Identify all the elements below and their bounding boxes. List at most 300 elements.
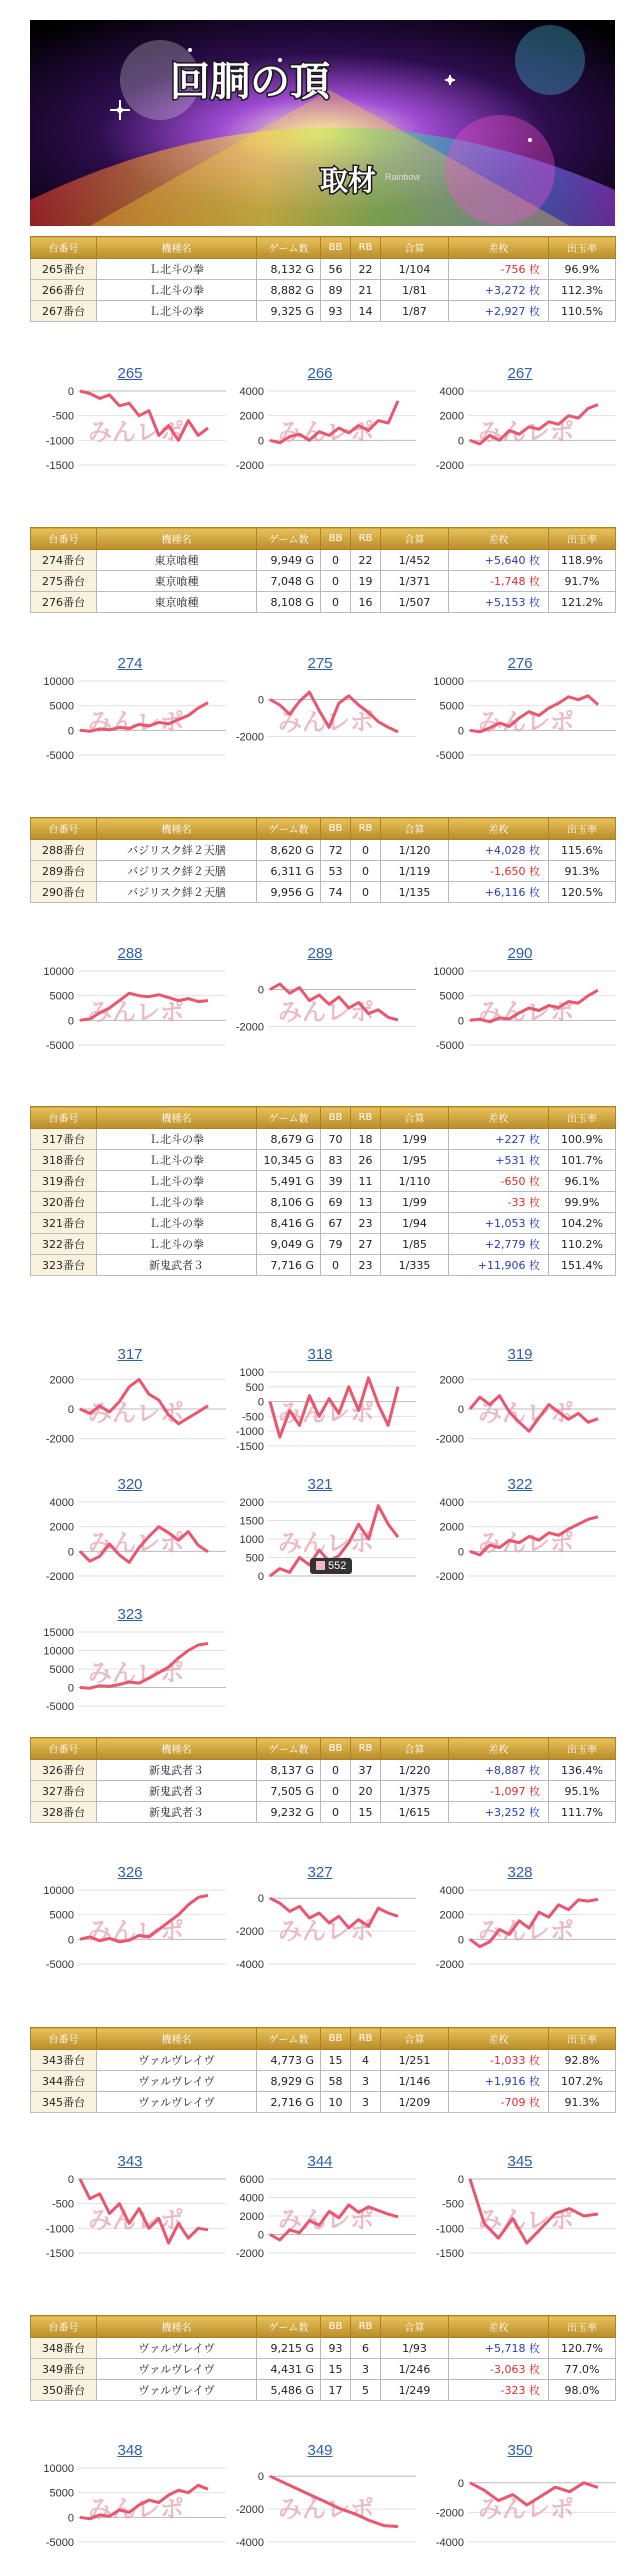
y-tick-label: 1000: [239, 1534, 264, 1546]
column-header: 機種名: [97, 1738, 257, 1760]
table-cell: -33 枚: [449, 1192, 549, 1213]
y-tick-label: -4000: [435, 2537, 464, 2549]
chart-svg: [30, 2442, 230, 2560]
y-tick-label: -2000: [45, 1571, 74, 1583]
y-tick-label: 500: [245, 1381, 264, 1394]
table-cell: +11,906 枚: [449, 1255, 549, 1276]
column-header: 台番号: [31, 528, 97, 550]
chart-svg: [30, 1864, 230, 1984]
table-cell: 98.0%: [549, 2380, 616, 2401]
table-cell: 100.9%: [549, 1129, 616, 1150]
y-tick-label: 0: [457, 2174, 464, 2186]
y-tick-label: -1500: [45, 2248, 74, 2260]
slump-chart[interactable]: [420, 1864, 620, 1984]
watermark: みんレポ: [88, 2207, 184, 2234]
column-header: BB: [321, 2316, 351, 2338]
y-tick-label: 6000: [239, 2174, 264, 2186]
table-cell: 349番台: [31, 2359, 97, 2380]
y-tick-label: -4000: [235, 2537, 264, 2549]
table-cell: 93: [321, 2338, 351, 2359]
table-cell: -756 枚: [449, 259, 549, 280]
table-cell: ヴァルヴレイヴ: [97, 2380, 257, 2401]
y-tick-label: -2000: [235, 2504, 264, 2517]
table-cell: +531 枚: [449, 1150, 549, 1171]
y-tick-label: 5000: [49, 1909, 74, 1922]
chart-title-link[interactable]: 320: [117, 1476, 143, 1493]
watermark: みんレポ: [278, 1918, 374, 1945]
y-tick-label: -5000: [45, 1959, 74, 1971]
table-cell: 8,620 G: [257, 840, 321, 861]
column-header: 合算: [381, 1738, 449, 1760]
table-cell: 267番台: [31, 301, 97, 322]
table-row: [31, 1150, 616, 1171]
y-tick-label: -2000: [435, 460, 464, 472]
table-cell: 2,716 G: [257, 2092, 321, 2113]
slump-chart[interactable]: [30, 1864, 230, 1984]
table-cell: 20: [351, 1781, 381, 1802]
chart-svg: [420, 365, 620, 485]
table-cell: 0: [351, 882, 381, 903]
column-header: 合算: [381, 2316, 449, 2338]
table-row: [31, 2338, 616, 2359]
chart-svg: [30, 655, 230, 775]
chart-title-link[interactable]: 349: [307, 2442, 333, 2459]
column-header: 機種名: [97, 528, 257, 550]
table-cell: 19: [351, 571, 381, 592]
y-tick-label: 0: [257, 1571, 264, 1583]
column-header: RB: [351, 237, 381, 259]
table-cell: 289番台: [31, 861, 97, 882]
table-cell: +1,916 枚: [449, 2071, 549, 2092]
table-cell: 23: [351, 1213, 381, 1234]
table-row: [31, 259, 616, 280]
table-cell: 1/99: [381, 1129, 449, 1150]
table-cell: +5,640 枚: [449, 550, 549, 571]
table-cell: ヴァルヴレイヴ: [97, 2092, 257, 2113]
table-cell: 320番台: [31, 1192, 97, 1213]
y-tick-label: 2000: [49, 1521, 74, 1534]
y-tick-label: 5000: [49, 990, 74, 1003]
watermark: みんレポ: [88, 2496, 184, 2523]
column-header: 台番号: [31, 2028, 97, 2050]
table-cell: 23: [351, 1255, 381, 1276]
chart-title-link[interactable]: 327: [307, 1864, 333, 1881]
column-header: 機種名: [97, 2028, 257, 2050]
watermark: みんレポ: [278, 999, 374, 1026]
chart-title-link[interactable]: 319: [507, 1346, 533, 1363]
column-header: 出玉率: [549, 818, 616, 840]
y-tick-label: 0: [457, 725, 464, 738]
table-cell: 9,956 G: [257, 882, 321, 903]
column-header: 合算: [381, 818, 449, 840]
y-tick-label: -2000: [235, 2248, 264, 2260]
table-cell: +227 枚: [449, 1129, 549, 1150]
chart-title-link[interactable]: 274: [117, 655, 143, 672]
table-cell: 1/110: [381, 1171, 449, 1192]
table-cell: 8,929 G: [257, 2071, 321, 2092]
table-cell: 1/507: [381, 592, 449, 613]
column-header: 機種名: [97, 818, 257, 840]
table-cell: 104.2%: [549, 1213, 616, 1234]
table-cell: 112.3%: [549, 280, 616, 301]
table-cell: 9,949 G: [257, 550, 321, 571]
chart-title-link[interactable]: 318: [307, 1346, 333, 1363]
chart-svg: [220, 365, 420, 485]
header-banner: [30, 20, 615, 226]
y-tick-label: 10000: [43, 2463, 74, 2475]
chart-title-link[interactable]: 290: [507, 945, 533, 962]
watermark: みんレポ: [478, 1400, 574, 1427]
column-header: 機種名: [97, 237, 257, 259]
slump-chart[interactable]: [420, 2442, 620, 2560]
table-cell: +2,927 枚: [449, 301, 549, 322]
table-row: [31, 1171, 616, 1192]
table-cell: 318番台: [31, 1150, 97, 1171]
table-cell: 343番台: [31, 2050, 97, 2071]
table-cell: 15: [351, 1802, 381, 1823]
y-tick-label: -1000: [45, 435, 74, 448]
slump-chart[interactable]: [420, 655, 620, 775]
chart-title-link[interactable]: 343: [117, 2153, 143, 2170]
chart-title-link[interactable]: 344: [307, 2153, 333, 2170]
y-tick-label: -500: [241, 1411, 264, 1424]
slump-chart[interactable]: [420, 1346, 620, 1466]
table-cell: 1/335: [381, 1255, 449, 1276]
y-tick-label: 0: [67, 1934, 74, 1947]
watermark: みんレポ: [478, 419, 574, 446]
column-header: 差枚: [449, 1107, 549, 1129]
table-cell: 15: [321, 2050, 351, 2071]
table-cell: 323番台: [31, 1255, 97, 1276]
banner-title-main: 回胴の頂: [170, 58, 330, 105]
table-cell: 4: [351, 2050, 381, 2071]
table-cell: バジリスク絆２天膳: [97, 861, 257, 882]
tooltip-value: 552: [328, 1560, 347, 1572]
table-cell: 328番台: [31, 1802, 97, 1823]
slump-chart[interactable]: [30, 2153, 230, 2273]
table-cell: -709 枚: [449, 2092, 549, 2113]
table-cell: 6,311 G: [257, 861, 321, 882]
table-cell: 26: [351, 1150, 381, 1171]
chart-title-link[interactable]: 345: [507, 2153, 533, 2170]
banner-title-sub: 取材: [320, 164, 377, 197]
machine-table: [30, 817, 616, 903]
table-cell: 326番台: [31, 1760, 97, 1781]
watermark: みんレポ: [478, 2207, 574, 2234]
chart-title-link[interactable]: 348: [117, 2442, 143, 2459]
column-header: 出玉率: [549, 1107, 616, 1129]
y-tick-label: -4000: [235, 1959, 264, 1971]
table-cell: Ｌ北斗の拳: [97, 280, 257, 301]
table-row: [31, 550, 616, 571]
column-header: BB: [321, 528, 351, 550]
y-tick-label: -500: [441, 2198, 464, 2211]
watermark: みんレポ: [278, 1530, 374, 1557]
table-row: [31, 861, 616, 882]
chart-svg: [30, 1346, 230, 1466]
slump-chart[interactable]: [30, 655, 230, 775]
table-cell: 1/375: [381, 1781, 449, 1802]
table-cell: 118.9%: [549, 550, 616, 571]
column-header: ゲーム数: [257, 2028, 321, 2050]
y-tick-label: 5000: [439, 990, 464, 1003]
slump-chart[interactable]: [30, 1476, 230, 1596]
table-cell: 266番台: [31, 280, 97, 301]
column-header: 出玉率: [549, 528, 616, 550]
table-cell: Ｌ北斗の拳: [97, 1234, 257, 1255]
table-cell: 290番台: [31, 882, 97, 903]
table-cell: 67: [321, 1213, 351, 1234]
table-cell: 107.2%: [549, 2071, 616, 2092]
table-cell: +5,718 枚: [449, 2338, 549, 2359]
chart-title-link[interactable]: 326: [117, 1864, 143, 1881]
table-cell: 4,773 G: [257, 2050, 321, 2071]
chart-title-link[interactable]: 267: [507, 365, 533, 382]
table-row: [31, 592, 616, 613]
table-cell: 0: [321, 1255, 351, 1276]
y-tick-label: 0: [67, 2174, 74, 2186]
table-cell: 0: [351, 840, 381, 861]
column-header: 台番号: [31, 1738, 97, 1760]
machine-table-block: [30, 2027, 615, 2113]
table-cell: 7,716 G: [257, 1255, 321, 1276]
slump-chart[interactable]: [220, 1864, 420, 1984]
chart-title-link[interactable]: 323: [117, 1606, 143, 1623]
table-cell: 317番台: [31, 1129, 97, 1150]
table-cell: 93: [321, 301, 351, 322]
table-cell: 17: [321, 2380, 351, 2401]
table-cell: 8,416 G: [257, 1213, 321, 1234]
table-cell: Ｌ北斗の拳: [97, 301, 257, 322]
y-tick-label: 0: [457, 2477, 464, 2490]
y-tick-label: -5000: [45, 750, 74, 762]
table-cell: -1,650 枚: [449, 861, 549, 882]
table-cell: 70: [321, 1129, 351, 1150]
table-cell: 1/99: [381, 1192, 449, 1213]
y-tick-label: -2000: [235, 1021, 264, 1034]
slump-chart[interactable]: [420, 1476, 620, 1596]
table-cell: 53: [321, 861, 351, 882]
chart-title-link[interactable]: 317: [117, 1346, 143, 1363]
y-tick-label: 1000: [239, 1367, 264, 1379]
column-header: 機種名: [97, 1107, 257, 1129]
table-cell: 91.3%: [549, 2092, 616, 2113]
slump-chart[interactable]: [220, 945, 420, 1065]
chart-title-link[interactable]: 322: [507, 1476, 533, 1493]
table-cell: 115.6%: [549, 840, 616, 861]
slump-chart[interactable]: [220, 1346, 420, 1466]
table-row: [31, 1213, 616, 1234]
slump-chart[interactable]: [220, 1476, 420, 1596]
table-cell: 91.7%: [549, 571, 616, 592]
column-header: ゲーム数: [257, 818, 321, 840]
table-cell: 39: [321, 1171, 351, 1192]
table-cell: ヴァルヴレイヴ: [97, 2071, 257, 2092]
watermark: みんレポ: [278, 709, 374, 736]
y-tick-label: 5000: [49, 2487, 74, 2500]
table-cell: 6: [351, 2338, 381, 2359]
table-cell: 96.1%: [549, 1171, 616, 1192]
table-cell: +1,053 枚: [449, 1213, 549, 1234]
slump-chart[interactable]: [30, 1606, 230, 1726]
table-cell: +4,028 枚: [449, 840, 549, 861]
chart-tooltip: [310, 1558, 352, 1574]
table-cell: +8,887 枚: [449, 1760, 549, 1781]
column-header: 合算: [381, 528, 449, 550]
table-cell: 1/135: [381, 882, 449, 903]
column-header: BB: [321, 818, 351, 840]
y-tick-label: 0: [67, 2512, 74, 2525]
table-cell: +5,153 枚: [449, 592, 549, 613]
slump-chart[interactable]: [220, 365, 420, 485]
table-cell: 1/371: [381, 571, 449, 592]
table-cell: 1/94: [381, 1213, 449, 1234]
table-cell: 110.5%: [549, 301, 616, 322]
chart-title-link[interactable]: 275: [307, 655, 333, 672]
table-row: [31, 2380, 616, 2401]
y-tick-label: 4000: [439, 1885, 464, 1897]
y-tick-label: 10000: [43, 966, 74, 978]
column-header: ゲーム数: [257, 528, 321, 550]
table-cell: 56: [321, 259, 351, 280]
y-tick-label: 2000: [439, 1909, 464, 1922]
column-header: RB: [351, 818, 381, 840]
column-header: ゲーム数: [257, 2316, 321, 2338]
y-tick-label: 0: [257, 984, 264, 997]
y-tick-label: -2000: [435, 1571, 464, 1583]
watermark: みんレポ: [478, 1530, 574, 1557]
y-tick-label: -500: [51, 2198, 74, 2211]
y-tick-label: -5000: [435, 750, 464, 762]
slump-chart[interactable]: [420, 2153, 620, 2273]
y-tick-label: 0: [67, 1546, 74, 1559]
slump-chart[interactable]: [220, 655, 420, 775]
column-header: 合算: [381, 1107, 449, 1129]
slump-chart[interactable]: [30, 1346, 230, 1466]
watermark: みんレポ: [88, 999, 184, 1026]
column-header: ゲーム数: [257, 1738, 321, 1760]
column-header: 合算: [381, 237, 449, 259]
machine-table: [30, 236, 616, 322]
machine-table-block: [30, 1737, 615, 1823]
y-tick-label: 0: [67, 725, 74, 738]
column-header: BB: [321, 2028, 351, 2050]
table-cell: 1/249: [381, 2380, 449, 2401]
chart-title-link[interactable]: 289: [307, 945, 333, 962]
y-tick-label: -1000: [235, 1426, 264, 1439]
slump-chart[interactable]: [30, 365, 230, 485]
chart-title-link[interactable]: 328: [507, 1864, 533, 1881]
column-header: BB: [321, 237, 351, 259]
table-cell: 89: [321, 280, 351, 301]
chart-svg: [420, 1346, 620, 1466]
slump-chart[interactable]: [220, 2153, 420, 2273]
table-cell: 1/119: [381, 861, 449, 882]
table-cell: 8,108 G: [257, 592, 321, 613]
table-cell: 5: [351, 2380, 381, 2401]
y-tick-label: -1000: [435, 2223, 464, 2236]
chart-title-link[interactable]: 321: [307, 1476, 333, 1493]
chart-title-link[interactable]: 266: [307, 365, 333, 382]
table-cell: 96.9%: [549, 259, 616, 280]
table-cell: -650 枚: [449, 1171, 549, 1192]
watermark: みんレポ: [88, 1660, 184, 1687]
slump-chart[interactable]: [420, 945, 620, 1065]
slump-chart[interactable]: [420, 365, 620, 485]
table-row: [31, 2359, 616, 2380]
table-cell: 1/246: [381, 2359, 449, 2380]
column-header: 差枚: [449, 2028, 549, 2050]
chart-svg: [220, 945, 420, 1065]
table-cell: 22: [351, 550, 381, 571]
machine-table: [30, 2315, 616, 2401]
table-cell: +2,779 枚: [449, 1234, 549, 1255]
chart-svg: [30, 2153, 230, 2273]
table-cell: 99.9%: [549, 1192, 616, 1213]
chart-svg: [30, 945, 230, 1065]
y-tick-label: 5000: [49, 1664, 74, 1676]
column-header: ゲーム数: [257, 237, 321, 259]
table-cell: 10,345 G: [257, 1150, 321, 1171]
table-cell: Ｌ北斗の拳: [97, 1213, 257, 1234]
watermark: みんレポ: [278, 2496, 374, 2523]
slump-chart[interactable]: [220, 2442, 420, 2560]
table-cell: 8,137 G: [257, 1760, 321, 1781]
y-tick-label: 0: [457, 1934, 464, 1947]
table-row: [31, 1234, 616, 1255]
y-tick-label: 4000: [439, 1497, 464, 1509]
table-cell: 新鬼武者３: [97, 1760, 257, 1781]
slump-chart[interactable]: [30, 945, 230, 1065]
column-header: RB: [351, 2028, 381, 2050]
table-cell: ヴァルヴレイヴ: [97, 2359, 257, 2380]
table-cell: 288番台: [31, 840, 97, 861]
table-cell: 92.8%: [549, 2050, 616, 2071]
y-tick-label: -2000: [235, 460, 264, 472]
watermark: みんレポ: [278, 2207, 374, 2234]
watermark: みんレポ: [478, 999, 574, 1026]
slump-chart[interactable]: [30, 2442, 230, 2560]
table-cell: Ｌ北斗の拳: [97, 1150, 257, 1171]
chart-svg: [220, 1346, 420, 1466]
chart-svg: [30, 1606, 230, 1726]
column-header: 差枚: [449, 818, 549, 840]
chart-svg: [220, 1476, 420, 1596]
chart-title-link[interactable]: 288: [117, 945, 143, 962]
column-header: 出玉率: [549, 2028, 616, 2050]
table-cell: 74: [321, 882, 351, 903]
table-cell: Ｌ北斗の拳: [97, 1171, 257, 1192]
y-tick-label: 10000: [43, 1885, 74, 1897]
table-cell: ヴァルヴレイヴ: [97, 2050, 257, 2071]
y-tick-label: -2000: [235, 731, 264, 744]
column-header: 差枚: [449, 1738, 549, 1760]
y-tick-label: 2000: [439, 1374, 464, 1387]
table-cell: 8,106 G: [257, 1192, 321, 1213]
table-cell: 322番台: [31, 1234, 97, 1255]
table-cell: 69: [321, 1192, 351, 1213]
y-tick-label: 2000: [239, 410, 264, 423]
table-cell: 72: [321, 840, 351, 861]
y-tick-label: -5000: [45, 1701, 74, 1713]
y-tick-label: -2000: [435, 1433, 464, 1446]
chart-title-link[interactable]: 276: [507, 655, 533, 672]
machine-table-block: [30, 817, 615, 903]
y-tick-label: 2000: [439, 1521, 464, 1534]
chart-title-link[interactable]: 265: [117, 365, 143, 382]
chart-title-link[interactable]: 350: [507, 2442, 533, 2459]
y-tick-label: -2000: [435, 1959, 464, 1971]
